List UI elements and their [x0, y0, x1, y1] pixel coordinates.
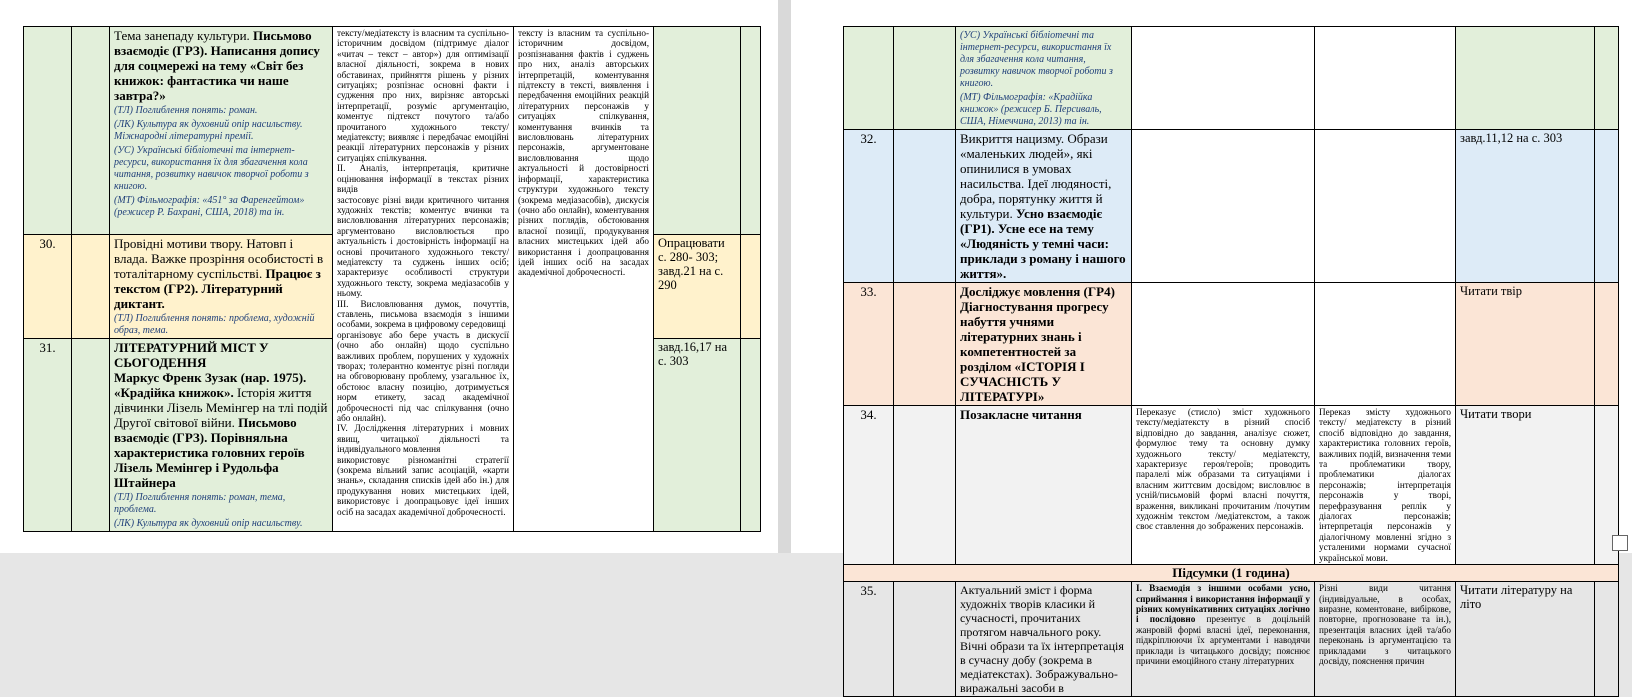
lesson-topic-cell	[956, 406, 1132, 565]
learning-results-cell	[514, 27, 654, 532]
lesson-note: (ТЛ) Поглиблення понять: роман.	[114, 105, 258, 116]
table-row	[844, 27, 1619, 130]
empty-cell	[1315, 27, 1456, 130]
table-row	[844, 130, 1619, 283]
homework-cell: Читати твори	[1456, 406, 1595, 565]
lesson-topic: Провідні мотиви твору. Натовп і влада. Важке прозріння особистості в тоталітарному суспільстві. Працює з текстом (ГР2). Літературний диктант.	[114, 236, 324, 311]
table-row	[844, 565, 1619, 582]
lesson-topic: ЛІТЕРАТУРНИЙ МІСТ У СЬОГОДЕННЯ Маркус Френк Зузак (нар. 1975). «Крадійка книжок». Історія життя дівчинки Лізель Мемінгер на тлі подій Другої світової війни. Письмово взаємодіє (ГРЗ). Порівняльна характеристика головних героїв Лізель Мемінгер і Рудольфа Штайнера	[114, 340, 328, 490]
resize-handle-icon[interactable]	[1612, 535, 1628, 551]
outcomes-text: I. Взаємодія з іншими особами усно, сприймання і використання інформації у різних комунікативних ситуаціях логічно і послідовно презентує в доцільній жанровій формі власні ідеї, переконання, підкріплюючи їх аргументами і наводячи приклади із читацького досвіду; пояснює причини емоційного стану літературних	[1136, 583, 1310, 666]
table-row	[844, 283, 1619, 406]
homework-cell: Читати твір	[1456, 283, 1595, 406]
empty-cell	[741, 235, 761, 339]
empty-cell	[741, 27, 761, 235]
empty-cell	[1595, 27, 1619, 130]
outcomes-heading: II. Аналіз, інтерпретація, критичне оцінювання інформації в текстах різних видів	[337, 163, 509, 195]
empty-cell	[741, 339, 761, 532]
section-summary-heading: Підсумки (1 година)	[844, 565, 1619, 582]
lesson-topic-cell	[956, 130, 1132, 283]
lesson-number: 32.	[844, 130, 894, 283]
lesson-topic: Тема занепаду культури. Письмово взаємодіє (ГРЗ). Написання допису для соцмережі на тему «Світ без книжок: фантастика чи наше завтра?»	[114, 28, 320, 103]
lesson-topic: Актуальний зміст і форма художніх творів класики й сучасності, прочитаних протягом навчального року. Вічні образи та їх інтерпретація в сучасну добу (зокрема в медіатекстах). Зображувально-виражальні засоби в	[960, 583, 1124, 696]
empty-cell	[1132, 27, 1315, 130]
lesson-topic-cell	[110, 339, 333, 532]
lesson-note: (МТ) Фільмографія: «451° за Фаренгейтом» (режисер Р. Бахрані, США, 2018) та ін.	[114, 195, 305, 218]
outcomes-text: застосовує різні види критичного читання художніх текстів; коментує вчинки та висловлювання літературних персонажів; аргументовано висловлюється про актуальність і достовірність інформації на основі прочитаного художнього тексту/медіатексту та суджень інших осіб; характеризує особливості структури художнього тексту, зокрема медіазасобів у ньому.	[337, 194, 509, 299]
outcomes-text: Переказує (стисло) зміст художнього тексту/медіатексту в різний спосіб відповідно до завдання, аналізує сюжет, формулює тему та основну думку художнього тексту/ медіатексту, характеризує героя/героїв; проводить паралелі між образами та ситуаціями і власним життєвим досвідом; висловлює в усній/письмовій формі власні почуття, враження, викликані прочитаним /почутим художнім текстом /медіатекстом, а також своє ставлення до зображених персонажів.	[1136, 407, 1310, 532]
homework-cell: Читати літературу на літо	[1456, 582, 1595, 697]
empty-cell	[72, 235, 110, 339]
lesson-note: (УС) Українські бібліотечні та інтернет-ресурси, використання їх для збагачення кола читання, розвитку навичок творчої роботи з книгою.	[114, 145, 309, 192]
learning-results-cell	[1315, 406, 1456, 565]
lesson-note: (УС) Українські бібліотечні та інтернет-ресурси, використання їх для збагачення кола читання, розвитку навичок творчої роботи з книгою.	[960, 30, 1113, 89]
empty-cell	[72, 339, 110, 532]
lesson-note: (ЛК) Культура як духовний опір насильству.	[114, 518, 303, 529]
empty-cell	[894, 582, 956, 697]
homework-cell	[654, 27, 741, 235]
expected-outcomes-cell	[1132, 406, 1315, 565]
page-gap	[778, 0, 791, 553]
lesson-number	[24, 27, 72, 235]
outcomes-text: використовує різноманітні стратегії (зокрема вільний запис асоціацій, «карти знань», складання списків ідей або ін.) для продукування нових мистецьких ідей, використовує і доопрацьовує ідеї інших осіб на засадах академічної доброчесності.	[337, 454, 509, 517]
expected-outcomes-cell	[333, 27, 514, 532]
lesson-topic: Позакласне читання	[960, 407, 1082, 422]
lesson-number: 35.	[844, 582, 894, 697]
lesson-note: (ТЛ) Поглиблення понять: проблема, художній образ, тема.	[114, 313, 315, 336]
lesson-number: 33.	[844, 283, 894, 406]
lesson-topic-cell	[956, 27, 1132, 130]
lesson-number	[844, 27, 894, 130]
lesson-topic-cell	[956, 283, 1132, 406]
lesson-note: (ТЛ) Поглиблення понять: роман, тема, проблема.	[114, 492, 286, 515]
outcomes-heading: III. Висловлювання думок, почуттів, ставлень, письмова взаємодія з іншими особами, зокрема в цифровому середовищі	[337, 298, 509, 330]
empty-cell	[894, 406, 956, 565]
expected-outcomes-cell	[1132, 582, 1315, 697]
empty-cell	[72, 27, 110, 235]
homework-cell: Опрацювати с. 280- 303; завд.21 на с. 290	[654, 235, 741, 339]
empty-cell	[1132, 130, 1315, 283]
results-text: тексту із власним та суспільно-історичним досвідом, розпізнавання фактів і суджень про них, аналіз авторських інтерпретацій, коментування підтексту в тексті, виявлення і передбачення емоційних реакцій літературних персонажів у ситуаціях спілкування, коментування вчинків та висловлювань літературних персонажів, аргументоване висловлювання щодо актуальності й достовірності інформації, характеристика структури художнього тексту (зокрема медіазасобів), дискусія (очно або онлайн), коментування різних поглядів, обстоювання власної позиції, продукування власних мистецьких ідей або використання і доопрацювання ідей інших осіб на засадах академічної доброчесності.	[518, 28, 649, 278]
empty-cell	[894, 283, 956, 406]
empty-cell	[1315, 283, 1456, 406]
outcomes-text: організовує або бере участь в дискусії (очно або онлайн) щодо суспільно важливих проблем, порушених у художніх творах; толерантно коментує різні погляди на обговорювану проблему, узагальнює їх, обстоює власну позицію, дотримується норм етикету, засад академічної доброчесності під час спілкування (очно або онлайн).	[337, 329, 509, 424]
homework-cell: завд.16,17 на с. 303	[654, 339, 741, 532]
lesson-number: 30.	[24, 235, 72, 339]
homework-cell: завд.11,12 на с. 303	[1456, 130, 1595, 283]
learning-results-cell	[1315, 582, 1456, 697]
empty-cell	[1595, 283, 1619, 406]
lesson-topic: Викриття нацизму. Образи «маленьких людей», які опинилися в умовах насильства. Ідеї людяності, добра, порятунку життя й культури. Усно взаємодіє (ГР1). Усне есе на тему «Людяність у темні часи: приклади з роману і нашого життя».	[960, 131, 1126, 281]
lesson-number: 31.	[24, 339, 72, 532]
lesson-topic-cell	[110, 27, 333, 235]
lesson-topic-cell	[956, 582, 1132, 697]
empty-cell	[1132, 283, 1315, 406]
outcomes-heading: IV. Дослідження літературних і мовних явищ, читацької діяльності та індивідуального мовлення	[337, 423, 509, 455]
empty-cell	[1315, 130, 1456, 283]
lesson-note: (МТ) Фільмографія: «Крадійка книжок» (режисер Б. Персиваль, США, Німеччина, 2013) та ін.	[960, 92, 1102, 127]
results-text: Різні види читання (індивідуальне, в особах, виразне, коментоване, вибіркове, повторне, прогнозоване та ін.), презентація власних ідей та/або переконань із аргументацією та прикладами з читацького досвіду, пояснення причин	[1319, 583, 1451, 666]
table-row	[844, 582, 1619, 697]
lesson-note: (ЛК) Культура як духовний опір насильству. Міжнародні літературні премії.	[114, 119, 303, 142]
homework-cell	[1456, 27, 1595, 130]
curriculum-table-right	[843, 26, 1619, 697]
results-text: Переказ змісту художнього тексту/ медіатексту в різний спосіб відповідно до завдання, характеристика головних героїв, важливих подій, визначення теми та проблематики твору, проблематики діалогах персонажів; інтерпретація персонажів у творі, перефразування реплік у діалогах персонажів; інтерпретація персонажів у діалогічному мовленні згідно з усталеними нормами сучасної української мови.	[1319, 407, 1451, 563]
document-page-right	[791, 0, 1632, 696]
outcomes-text: тексту/медіатексту із власним та суспільно-історичним досвідом (підтримує діалог «читач – текст – автор») для оптимізації власної діяльності, зокрема в нових обставинах, прийняття рішень у різних ситуаціях; розпізнає основні факти і судження про них, вирізняє авторські інтерпретації, розуміє аргументацію, коментує підтекст почутого та/або прочитаного художнього тексту/медіатексту; виявляє і передбачає емоційні реакції літературних персонажів у різних ситуаціях спілкування.	[337, 28, 509, 163]
table-row	[844, 406, 1619, 565]
empty-cell	[1595, 582, 1619, 697]
lesson-number: 34.	[844, 406, 894, 565]
table-row	[24, 27, 761, 235]
document-page-left	[0, 0, 778, 553]
empty-cell	[1595, 130, 1619, 283]
lesson-topic: Досліджує мовлення (ГР4) Діагностування прогресу набуття учнями літературних знань і компетентностей за розділом «ІСТОРІЯ І СУЧАСНІСТЬ У ЛІТЕРАТУРІ»	[960, 284, 1115, 404]
curriculum-table-left	[23, 26, 761, 532]
empty-cell	[894, 27, 956, 130]
lesson-topic-cell	[110, 235, 333, 339]
empty-cell	[894, 130, 956, 283]
